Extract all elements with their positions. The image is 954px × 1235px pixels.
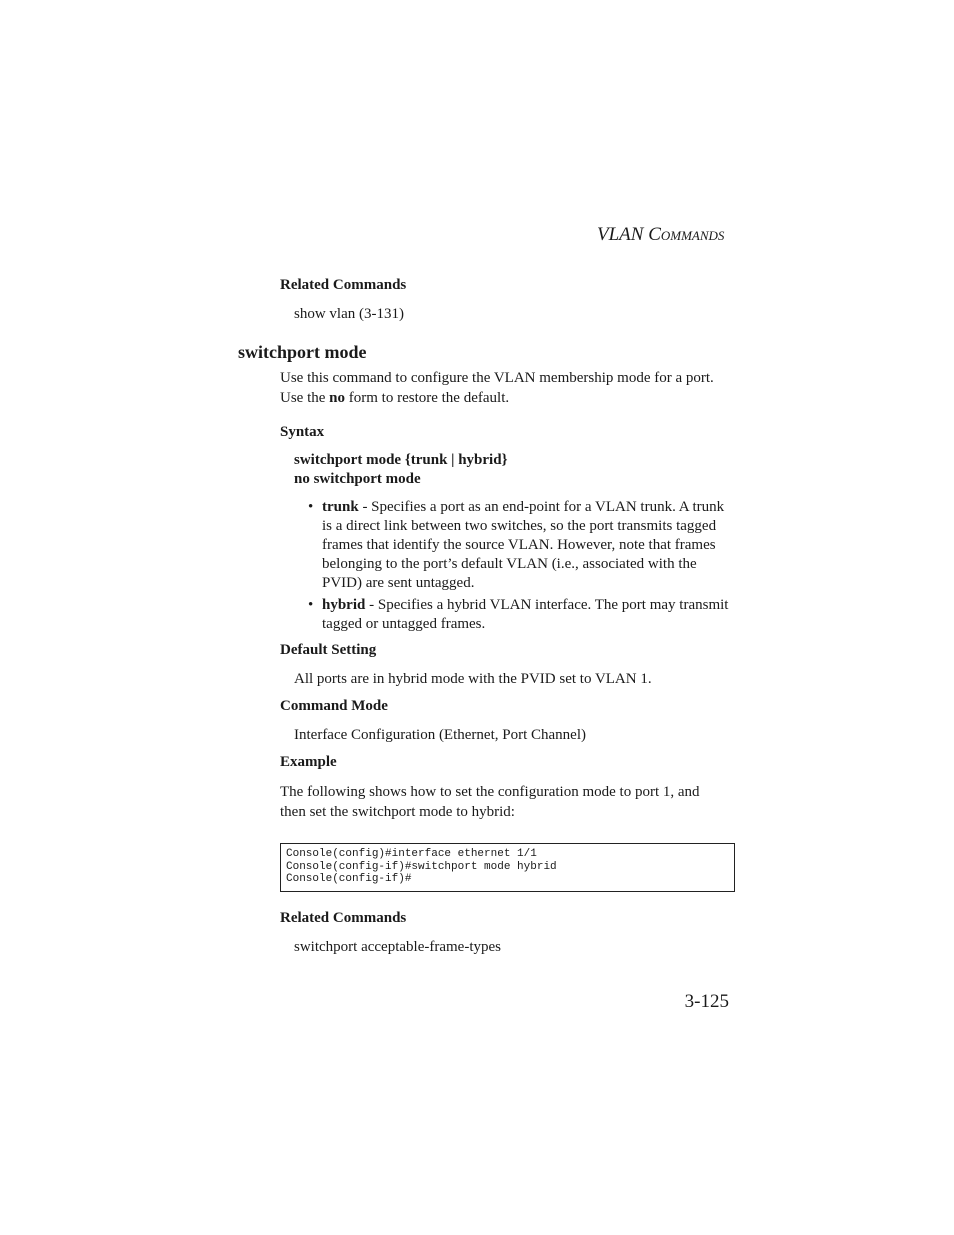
option-term-trunk: trunk bbox=[322, 499, 359, 515]
code-line-3: Console(config-if)# bbox=[286, 873, 412, 885]
related-commands-heading-2: Related Commands bbox=[280, 910, 407, 926]
related-commands-heading-1: Related Commands bbox=[280, 277, 407, 293]
section-intro bbox=[280, 368, 740, 408]
example-text: The following shows how to set the configuration mode to port 1, and then set the switchport mode to hybrid: bbox=[280, 784, 700, 820]
example-heading: Example bbox=[280, 754, 337, 770]
related-commands-text-1: show vlan (3-131) bbox=[294, 306, 404, 322]
related-commands-text-2: switchport acceptable-frame-types bbox=[294, 939, 501, 955]
syntax-line-2: no switchport mode bbox=[294, 471, 421, 487]
syntax-block bbox=[294, 451, 507, 489]
header-smallcaps: OMMANDS bbox=[660, 228, 725, 243]
running-header bbox=[597, 224, 724, 246]
default-setting-text: All ports are in hybrid mode with the PVID set to VLAN 1. bbox=[294, 671, 652, 687]
syntax-heading: Syntax bbox=[280, 424, 325, 440]
syntax-line-1: switchport mode {trunk | hybrid} bbox=[294, 452, 508, 468]
intro-line-1: Use this command to configure the VLAN membership mode for a port. bbox=[280, 370, 714, 386]
default-setting-heading: Default Setting bbox=[280, 642, 377, 658]
command-mode-heading: Command Mode bbox=[280, 698, 388, 714]
section-title: switchport mode bbox=[238, 342, 367, 362]
intro-bold-no: no bbox=[329, 390, 345, 406]
list-item: • trunk - Specifies a port as an end-point for a VLAN trunk. A trunk is a direct link between two switches, so the port transmits tagged frames that identify the source VLAN. However, note that frames belonging to the port’s default VLAN (i.e., associated with the PVID) are sent untagged. bbox=[308, 498, 730, 593]
syntax-options-list bbox=[308, 498, 730, 634]
code-line-2: Console(config-if)#switchport mode hybrid bbox=[286, 860, 557, 873]
page-number: 3-125 bbox=[684, 991, 729, 1012]
option-term-hybrid: hybrid bbox=[322, 597, 366, 613]
code-line-1: Console(config)#interface ethernet 1/1 bbox=[286, 848, 537, 860]
header-main: VLAN C bbox=[597, 224, 661, 245]
list-item: • hybrid - Specifies a hybrid VLAN interface. The port may transmit tagged or untagged frames. bbox=[308, 596, 730, 634]
code-example bbox=[280, 843, 735, 892]
intro-line-2: Use the no form to restore the default. bbox=[280, 390, 510, 406]
command-mode-text: Interface Configuration (Ethernet, Port Channel) bbox=[294, 727, 586, 743]
